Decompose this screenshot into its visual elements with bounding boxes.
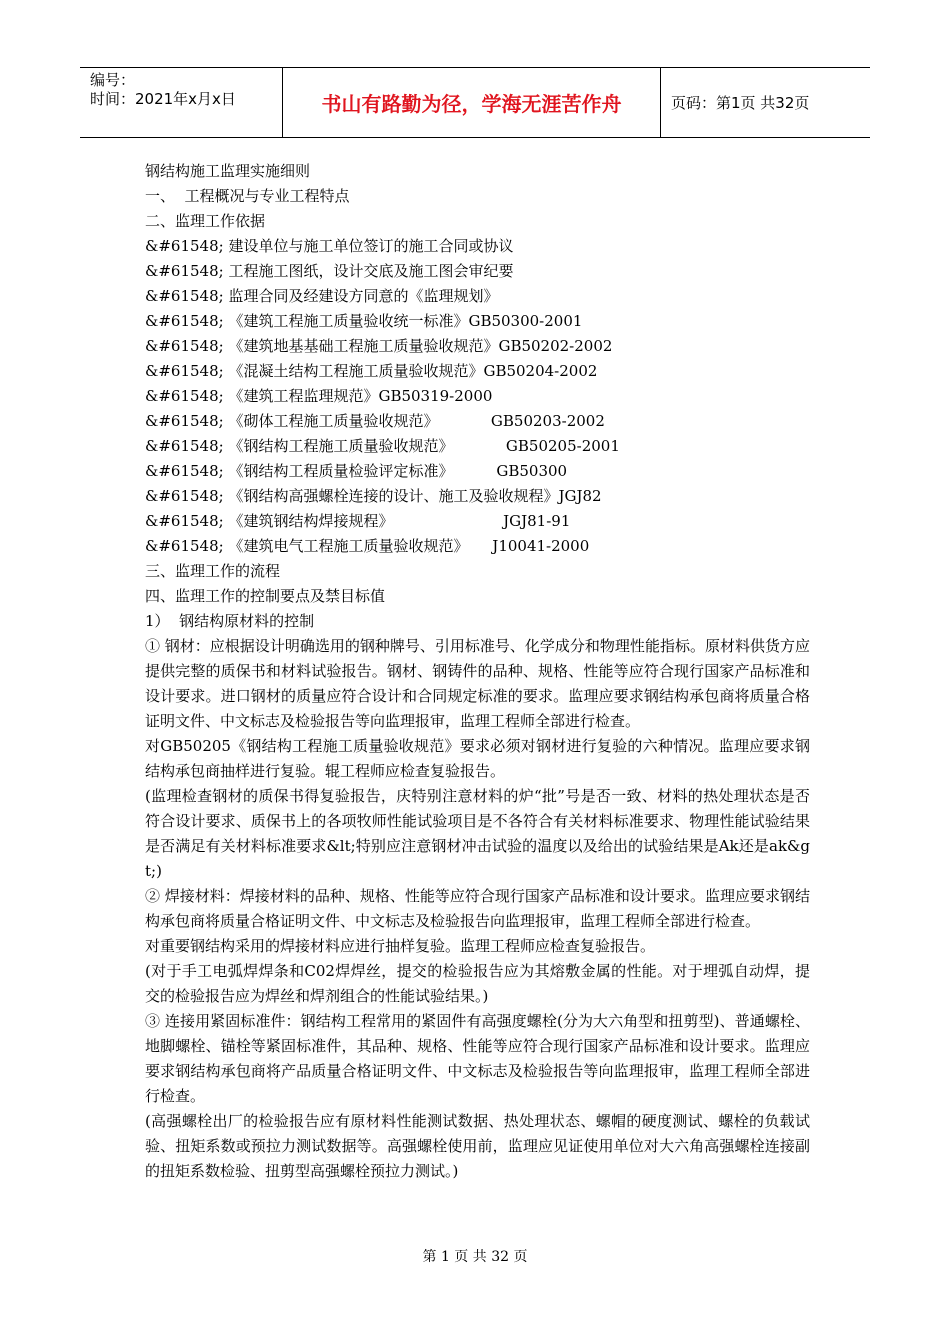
basis-item: &#61548; 《砌体工程施工质量验收规范》 GB50203-2002 — [145, 412, 605, 430]
paragraph: (高强螺栓出厂的检验报告应有原材料性能测试数据、热处理状态、螺帽的硬度测试、螺栓的负载试验、扭矩系数或预拉力测试数据等。高强螺栓使用前，监理应见证使用单位对大六角高强螺栓连接副的扭矩系数检验、扭剪型高强螺栓预拉力测试。) — [145, 1112, 810, 1180]
section-heading: 四、监理工作的控制要点及禁目标值 — [145, 587, 386, 605]
page-header — [80, 67, 870, 138]
header-motto: 书山有路勤为径，学海无涯苦作舟 — [283, 68, 661, 137]
page-footer: 第 1 页 共 32 页 — [422, 1249, 528, 1265]
document-body — [145, 159, 810, 1184]
basis-item: &#61548; 《建筑工程施工质量验收统一标准》GB50300-2001 — [145, 312, 583, 330]
paragraph: ② 焊接材料：焊接材料的品种、规格、性能等应符合现行国家产品标准和设计要求。监理应要求钢结构承包商将质量合格证明文件、中文标志及检验报告向监理报审，监理工程师全部进行检查。 — [145, 887, 810, 930]
paragraph: ③ 连接用紧固标准件：钢结构工程常用的紧固件有高强度螺栓(分为大六角型和扭剪型)、普通螺栓、地脚螺栓、锚栓等紧固标准件，其品种、规格、性能等应符合现行国家产品标准和设计要求。监理应要求钢结构承包商将产品质量合格证明文件、中文标志及检验报告等向监理报审，监理工程师全部进行检查。 — [145, 1012, 810, 1105]
paragraph: 对重要钢结构采用的焊接材料应进行抽样复验。监理工程师应检查复验报告。 — [145, 937, 656, 955]
basis-item: &#61548; 监理合同及经建设方同意的《监理规划》 — [145, 287, 499, 305]
basis-item: &#61548; 《建筑地基基础工程施工质量验收规范》GB50202-2002 — [145, 337, 613, 355]
basis-item: &#61548; 《建筑电气工程施工质量验收规范》 J10041-2000 — [145, 537, 590, 555]
paragraph: (监理检查钢材的质保书得复验报告，庆特别注意材料的炉“批”号是否一致、材料的热处理状态是否符合设计要求、质保书上的各项牧师性能试验项目是不各符合有关材料标准要求、物理性能试验结果是否满足有关材料标准要求&lt;特别应注意钢材冲击试验的温度以及给出的试验结果是Ak还是ak&gt;) — [145, 787, 810, 880]
basis-item: &#61548; 工程施工图纸，设计交底及施工图会审纪要 — [145, 262, 514, 280]
section-heading: 二、监理工作依据 — [145, 212, 266, 230]
paragraph: ① 钢材：应根据设计明确选用的钢种牌号、引用标准号、化学成分和物理性能指标。原材料供货方应提供完整的质保书和材料试验报告。钢材、钢铸件的品种、规格、性能等应符合现行国家产品标准和设计要求。进口钢材的质量应符合设计和合同规定标准的要求。监理应要求钢结构承包商将质量合格证明文件、中文标志及检验报告等向监理报审，监理工程师全部进行检查。 — [145, 637, 810, 730]
basis-item: &#61548; 《建筑钢结构焊接规程》 JGJ81-91 — [145, 512, 571, 530]
basis-item: &#61548; 《钢结构工程施工质量验收规范》 GB50205-2001 — [145, 437, 620, 455]
document-title: 钢结构施工监理实施细则 — [145, 162, 311, 180]
document-time: 时间：2021年x月x日 — [90, 90, 236, 108]
basis-item: &#61548; 《混凝土结构工程施工质量验收规范》GB50204-2002 — [145, 362, 598, 380]
paragraph: (对于手工电弧焊焊条和C02焊焊丝，提交的检验报告应为其熔敷金属的性能。对于埋弧自动焊，提交的检验报告应为焊丝和焊剂组合的性能试验结果。) — [145, 962, 810, 1005]
basis-item: &#61548; 《钢结构高强螺栓连接的设计、施工及验收规程》JGJ82 — [145, 487, 602, 505]
header-meta — [80, 68, 283, 137]
subsection-heading: 1） 钢结构原材料的控制 — [145, 612, 315, 630]
document-number-label: 编号： — [90, 71, 136, 89]
section-heading: 一、 工程概况与专业工程特点 — [145, 187, 350, 205]
basis-item: &#61548; 《钢结构工程质量检验评定标准》 GB50300 — [145, 462, 568, 480]
paragraph: 对GB50205《钢结构工程施工质量验收规范》要求必须对钢材进行复验的六种情况。监理应要求钢结构承包商抽样进行复验。辊工程师应检查复验报告。 — [145, 737, 810, 780]
header-page-info: 页码：第1页 共32页 — [671, 94, 810, 112]
basis-item: &#61548; 《建筑工程监理规范》GB50319-2000 — [145, 387, 493, 405]
section-heading: 三、监理工作的流程 — [145, 562, 281, 580]
basis-item: &#61548; 建设单位与施工单位签订的施工合同或协议 — [145, 237, 514, 255]
